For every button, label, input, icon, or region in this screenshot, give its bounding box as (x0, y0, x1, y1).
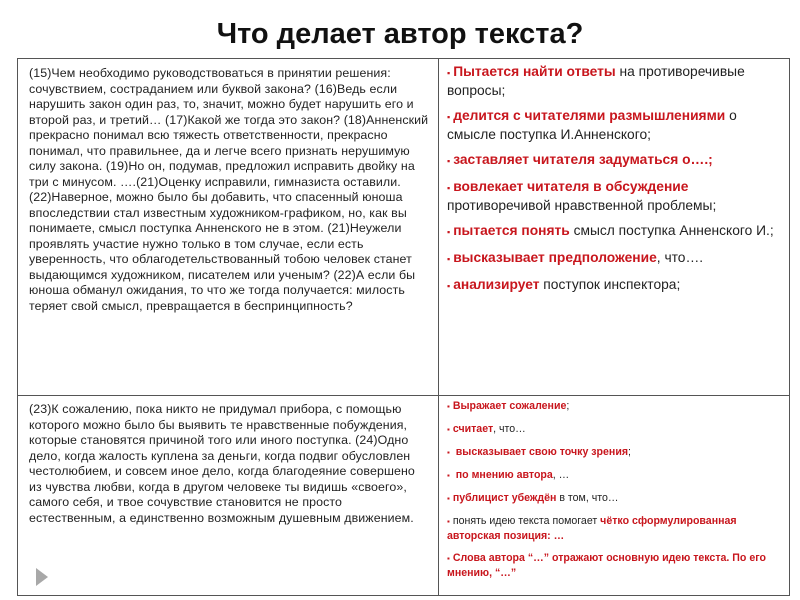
bullet-icon: ▪ (447, 183, 451, 193)
list-item: ▪ по мнению автора, … (447, 469, 570, 481)
bullet-icon: ▪ (447, 281, 451, 291)
page-title: Что делает автор текста? (216, 18, 584, 50)
author-actions-cell (439, 59, 790, 396)
author-actions-list (439, 396, 789, 580)
list-item: ▪ высказывает предположение, что…. (447, 250, 704, 265)
list-item: ▪ анализирует поступок инспектора; (447, 277, 681, 292)
source-text-paragraph: (15)Чем необходимо руководствоваться в принятии решения: сочувствием, состраданием или буквой закона? (16)Ведь если нарушить закон один раз, то, значит, можно будет нарушить его и второй раз, и третий… (17)Какой же тогда это закон? (18)Анненский прекрасно понимал всю тяжесть ответственности, прекрасно понимал, что правильнее, да и легче всего признать нерушимую силу закона. (19)Но он, подумав, предложил исправить двойку на три с минусом. ….(21)Оценку исправили, гимназиста оставили. (22)Наверное, можно было бы добавить, что спасенный юноша впоследствии стал известным художником-графиком, но, как вы понимаете, смысл поступка Анненского не в этом. (21)Неужели проявлять участие нужно только в том случае, если есть уверенность, что облагодетельствованный тобою человек станет выдающимся художником, писателем или ученым? (22)А если бы юноша обманул ожидания, то что же тогда получается: милость теряет свой смысл, превращается в беспринципность? (29, 66, 429, 313)
source-text-cell (18, 396, 439, 596)
author-actions-list (439, 59, 789, 295)
author-actions-cell (439, 396, 790, 596)
list-item: ▪ заставляет читателя задуматься о….; (447, 152, 713, 167)
bullet-icon: ▪ (447, 425, 450, 434)
slide-nav-arrow-icon[interactable] (36, 568, 48, 586)
list-item: ▪ Пытается найти ответы на противоречивые вопросы; (447, 64, 745, 98)
source-text-cell (18, 59, 439, 396)
bullet-icon: ▪ (447, 254, 451, 264)
bullet-icon: ▪ (447, 227, 451, 237)
table-row (18, 396, 790, 596)
source-text-paragraph: (23)К сожалению, пока никто не придумал прибора, с помощью которого можно было бы выявить те нравственные побуждения, которые становятся причиной того или иного поступка. (24)Одно дело, когда жалость куплена за деньги, когда подвиг обусловлен честолюбием, и совсем иное дело, когда благодеяние совершено из чувства любви, когда в другом человеке ты видишь «своего», самого себя, и твое сочувствие становится не просто естественным, а единственно возможным душевным движением. (29, 402, 415, 525)
comparison-table (17, 58, 790, 596)
bullet-icon: ▪ (447, 448, 450, 457)
list-item: ▪ считает, что… (447, 423, 526, 435)
bullet-icon: ▪ (447, 494, 450, 503)
list-item: ▪ вовлекает читателя в обсуждение противоречивой нравственной проблемы; (447, 179, 717, 213)
list-item: ▪ понять идею текста помогает чётко сформулированная авторская позиция: … (447, 515, 737, 542)
list-item: ▪ публицист убеждён в том, что… (447, 492, 619, 504)
list-item: ▪ пытается понять смысл поступка Анненского И.; (447, 223, 774, 238)
bullet-icon: ▪ (447, 471, 450, 480)
list-item: ▪ Выражает сожаление; (447, 400, 570, 412)
table-row (18, 59, 790, 396)
bullet-icon: ▪ (447, 68, 451, 78)
list-item: ▪ Слова автора “…” отражают основную идею текста. По его мнению, “…” (447, 552, 766, 579)
bullet-icon: ▪ (447, 402, 450, 411)
list-item: ▪ делится с читателями размышлениями о смысле поступка И.Анненского; (447, 108, 737, 142)
bullet-icon: ▪ (447, 156, 451, 166)
list-item: ▪ высказывает свою точку зрения; (447, 446, 631, 458)
bullet-icon: ▪ (447, 554, 450, 563)
bullet-icon: ▪ (447, 517, 450, 526)
bullet-icon: ▪ (447, 112, 451, 122)
